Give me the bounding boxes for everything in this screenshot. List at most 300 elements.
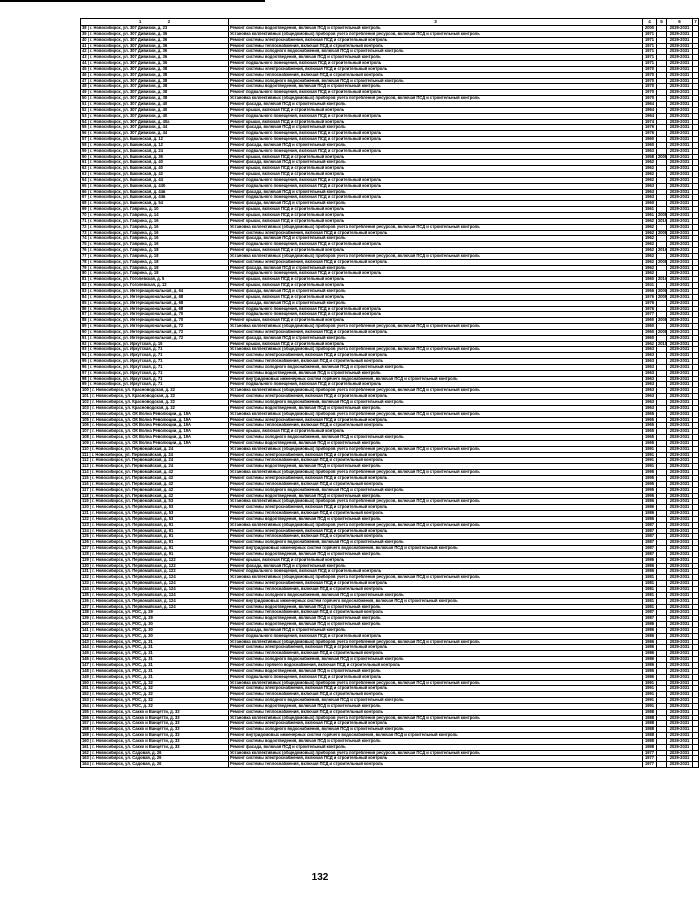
row-plan-period: 2029-2031 (667, 540, 693, 546)
row-address-text: г. Новосибирск, ул. Бакинская, д. 44 (89, 176, 163, 182)
row-plan-period: 2029-2031 (667, 37, 693, 43)
row-plan-period: 2029-2031 (667, 505, 693, 511)
row-address-text: г. Новосибирск, ул. Бакинская, д. 44в (89, 194, 166, 200)
row-number: 161 (82, 743, 89, 749)
row-address-text: г. Новосибирск, ул. Иркутская, д. 71 (89, 381, 163, 387)
row-plan-period: 2029-2031 (667, 651, 693, 657)
row-address: 59 | г. Новосибирск, ул. Бакинская, д. 24 (81, 148, 229, 154)
row-address-text: г. Новосибирск, ул. Иркутская, д. 71 (89, 369, 163, 375)
row-plan-period: 2029-2031 (667, 698, 693, 704)
row-number: 115 (82, 474, 89, 480)
row-work-type: Ремонт подвального помещения, включая ПСД и строительный контроль (229, 113, 643, 119)
row-number: 119 (82, 498, 89, 504)
row-address: 149 | г. Новосибирск, ул. РОС, д. 31 (81, 674, 229, 680)
row-year-built: 1995 (643, 493, 657, 499)
row-address: 99 | г. Новосибирск, ул. Иркутская, д. 71 (81, 382, 229, 388)
row-year-built: 1988 (643, 727, 657, 733)
row-number: 111 (82, 451, 89, 457)
row-plan-period: 2029-2031 (667, 522, 693, 528)
row-work-type: Ремонт системы электроснабжения, включая ПСД и строительный контроль (229, 353, 643, 359)
row-year-built: 2000 (643, 26, 657, 32)
row-address: 100 | г. Новосибирск, ул. Красноводская, д. 22 (81, 388, 229, 394)
row-address-text: г. Новосибирск, ул. Сакко и Ванцетти, д. 33 (92, 720, 180, 726)
row-work-type: Ремонт крыши, включая ПСД и строительный контроль (229, 557, 643, 563)
row-address: 119 | г. Новосибирск, ул. Первомайская, д. 53 (81, 499, 229, 505)
row-number: 116 (82, 480, 89, 486)
row-plan-period: 2029-2031 (667, 405, 693, 411)
row-address-text: г. Новосибирск, ул. ОК Волна Революции, д. 19А (92, 422, 191, 428)
row-year-built: 1977 (643, 750, 657, 756)
repair-schedule-table (80, 18, 699, 768)
row-address: 116 | г. Новосибирск, ул. Первомайская, д. 42 (81, 481, 229, 487)
row-work-type: Ремонт системы электроснабжения, включая ПСД и строительный контроль (229, 475, 643, 481)
row-year-built: 1963 (643, 347, 657, 353)
row-plan-period: 2029-2031 (667, 248, 693, 254)
row-address: 113 | г. Новосибирск, ул. Первомайская, д. 24 (81, 464, 229, 470)
row-number: 164 (82, 761, 89, 767)
row-year-built: 1986 (643, 569, 657, 575)
row-col-7 (693, 762, 699, 768)
row-work-type: Ремонт системы водоотведения, включая ПСД и строительный контроль (229, 604, 643, 610)
row-address-text: г. Новосибирск, ул. Сакко и Ванцетти, д. 33 (92, 708, 180, 714)
row-address: 52 | г. Новосибирск, ул. 307 Дивизии, д. 40 (81, 107, 229, 113)
row-number: 126 (82, 539, 89, 545)
row-address: 97 | г. Новосибирск, ул. Иркутская, д. 71 (81, 370, 229, 376)
row-number: 142 (82, 632, 89, 638)
row-address: 69 | г. Новосибирск, ул. Гаврина, д. 10 (81, 207, 229, 213)
row-plan-period: 2029-2031 (667, 55, 693, 61)
row-year-built: 1976 (643, 125, 657, 131)
row-address: 83 | г. Новосибирск, ул. Интернациональная, д. 64 (81, 288, 229, 294)
row-work-type: Ремонт системы электроснабжения, включая ПСД и строительный контроль (229, 756, 643, 762)
row-work-type: Ремонт фасада, включая ПСД и строительный контроль (229, 265, 643, 271)
row-number: 45 (82, 65, 87, 71)
row-last-repair: 2016 (658, 247, 668, 253)
row-address: 102 | г. Новосибирск, ул. Красноводская, д. 22 (81, 400, 229, 406)
row-work-type: Ремонт подвального помещения, включая ПСД и строительный контроль (229, 306, 643, 312)
row-address-text: г. Новосибирск, ул. Бакинская, д. 40 (89, 159, 163, 165)
row-work-type: Установка коллективных (общедомовых) приборов учета потребления ресурсов, включая ПСД и строительный контроль (229, 324, 643, 330)
row-address: 63 | г. Новосибирск, ул. Бакинская, д. 42 (81, 172, 229, 178)
row-address: 134 | г. Новосибирск, ул. Первомайская, д. 124 (81, 587, 229, 593)
row-work-type: Ремонт крыши, включая ПСД и строительный контроль (229, 248, 643, 254)
row-plan-period: 2029-2031 (667, 154, 693, 160)
row-address-text: г. Новосибирск, ул. Иркутская, д. 15 (89, 340, 163, 346)
row-address-text: г. Новосибирск, ул. ОК Волна Революции, д. 19А (92, 434, 191, 440)
row-address-text: г. Новосибирск, ул. Первомайская, д. 91 (92, 533, 174, 539)
row-number: 50 (82, 95, 87, 101)
row-work-type: Ремонт внутридомовых инженерных систем горячего водоснабжения, включая ПСД и строительный контроль (229, 733, 643, 739)
row-address: 42 | г. Новосибирск, ул. 307 Дивизии, д. 36 (81, 49, 229, 55)
row-address-text: г. Новосибирск, ул. Гаврина, д. 16 (89, 235, 159, 241)
row-address: 139 | г. Новосибирск, ул. РОС, д. 29 (81, 616, 229, 622)
row-last-repair: 2008 (658, 328, 668, 334)
row-address-text: г. Новосибирск, ул. Бакинская, д. 12 (89, 136, 163, 142)
row-address-text: г. Новосибирск, ул. РОС, д. 31 (92, 644, 153, 650)
row-year-built: 1981 (643, 581, 657, 587)
row-number: 137 (82, 603, 89, 609)
row-number: 69 (82, 206, 87, 212)
row-address: 136 | г. Новосибирск, ул. Первомайская, д. 124 (81, 598, 229, 604)
row-plan-period: 2029-2031 (667, 353, 693, 359)
row-address: 82 | г. Новосибирск, ул. Гоголевская, д. 12 (81, 283, 229, 289)
row-address-text: г. Новосибирск, ул. 307 Дивизии, д. 36 (89, 36, 168, 42)
row-year-built: 1966 (643, 288, 657, 294)
row-address-text: г. Новосибирск, ул. 307 Дивизии, д. 38 (89, 95, 168, 101)
row-address-text: г. Новосибирск, ул. Гаврина, д. 18 (89, 252, 159, 258)
row-address-text: г. Новосибирск, ул. Первомайская, д. 91 (92, 521, 174, 527)
row-number: 145 (82, 650, 89, 656)
row-year-built: 1987 (643, 616, 657, 622)
row-number: 44 (82, 60, 87, 66)
row-address: 108 | г. Новосибирск, ул. ОК Волна Революции, д. 19А (81, 435, 229, 441)
row-number: 70 (82, 212, 87, 217)
row-plan-period: 2029-2031 (667, 382, 693, 388)
row-work-type: Ремонт крыши, включая ПСД и строительный контроль (229, 218, 643, 224)
row-plan-period: 2029-2031 (667, 160, 693, 166)
row-last-repair: 2015 (658, 217, 668, 223)
row-address-text: г. Новосибирск, ул. Гоголевская, д. 5 (89, 276, 165, 282)
row-work-type: Ремонт подвального помещения, включая ПСД и строительный контроль (229, 312, 643, 318)
row-address: 95 | г. Новосибирск, ул. Иркутская, д. 71 (81, 359, 229, 365)
row-address-text: г. Новосибирск, ул. 307 Дивизии, д. 36 (89, 54, 168, 60)
row-year-built: 1991 (643, 686, 657, 692)
row-work-type: Ремонт системы теплоснабжения, включая ПСД и строительный контроль (229, 651, 643, 657)
row-year-built: 1986 (643, 627, 657, 633)
row-address: 128 | г. Новосибирск, ул. Первомайская, д. 91 (81, 551, 229, 557)
row-address-text: г. Новосибирск, ул. Первомайская, д. 122 (92, 562, 176, 568)
row-year-built: 1965 (643, 423, 657, 429)
header-col-5: 5 (657, 19, 667, 26)
row-year-built: 1960 (643, 201, 657, 207)
row-year-built: 1987 (643, 546, 657, 552)
row-year-built: 1960 (643, 335, 657, 341)
row-address: 105 | г. Новосибирск, ул. ОК Волна Революции, д. 19А (81, 417, 229, 423)
row-number: 101 (82, 393, 89, 399)
row-number: 58 (82, 141, 87, 147)
row-year-built: 1971 (643, 31, 657, 37)
row-year-built: 1986 (643, 505, 657, 511)
row-work-type: Установка коллективных (общедомовых) приборов учета потребления ресурсов, включая ПСД и строительный контроль (229, 575, 643, 581)
row-year-built: 1987 (643, 534, 657, 540)
row-year-built: 1988 (643, 709, 657, 715)
row-plan-period: 2029-2031 (667, 733, 693, 739)
row-year-built: 1962 (643, 166, 657, 172)
row-address-text: г. Новосибирск, ул. Первомайская, д. 42 (92, 480, 174, 486)
row-number: 79 (82, 264, 87, 270)
row-plan-period: 2029-2031 (667, 131, 693, 137)
row-number: 39 (82, 30, 87, 36)
row-address-text: г. Новосибирск, ул. Интернациональная, д. 68 (89, 299, 184, 305)
row-number: 141 (82, 626, 89, 632)
row-plan-period: 2029-2031 (667, 411, 693, 417)
row-address: 46 | г. Новосибирск, ул. 307 Дивизии, д. 38 (81, 72, 229, 78)
row-plan-period: 2029-2031 (667, 347, 693, 353)
row-work-type: Ремонт подвального помещения, включая ПСД и строительный контроль (229, 61, 643, 67)
row-number: 121 (82, 510, 89, 516)
row-number: 71 (82, 217, 87, 223)
row-work-type: Ремонт системы холодного водоснабжения, включая ПСД и строительный контроль (229, 592, 643, 598)
top-rule (0, 0, 265, 2)
row-number: 56 (82, 130, 87, 136)
row-address-text: г. Новосибирск, ул. 307 Дивизии, д. 40а (89, 118, 170, 124)
row-year-built: 1964 (643, 113, 657, 119)
row-work-type: Ремонт крыши, включая ПСД и строительный контроль (229, 429, 643, 435)
row-plan-period: 2029-2031 (667, 288, 693, 294)
row-plan-period: 2029-2031 (667, 598, 693, 604)
row-plan-period: 2029-2031 (667, 125, 693, 131)
row-year-built: 1971 (643, 37, 657, 43)
row-year-built: 1995 (643, 487, 657, 493)
row-address: 121 | г. Новосибирск, ул. Первомайская, д. 53 (81, 511, 229, 517)
row-address: 87 | г. Новосибирск, ул. Интернациональная, д. 70 (81, 312, 229, 318)
row-number: 78 (82, 258, 87, 264)
row-number: 41 (82, 42, 87, 48)
row-number: 158 (82, 726, 89, 732)
row-address-text: г. Новосибирск, ул. Сакко и Ванцетти, д. 33 (92, 743, 180, 749)
row-address-text: г. Новосибирск, ул. ОК Волна Революции, д. 19А (92, 416, 191, 422)
row-work-type: Ремонт системы теплоснабжения, включая ПСД и строительный контроль (229, 43, 643, 49)
row-address: 60 | г. Новосибирск, ул. Бакинская, д. 36 (81, 154, 229, 160)
row-address-text: г. Новосибирск, ул. Гоголевская, д. 12 (89, 282, 167, 288)
row-plan-period: 2029-2031 (667, 312, 693, 318)
row-address-text: г. Новосибирск, ул. 307 Дивизии, д. 38 (89, 83, 168, 89)
row-plan-period: 2029-2031 (667, 66, 693, 72)
row-year-built: 1962 (643, 177, 657, 183)
row-address-text: г. Новосибирск, ул. Бакинская, д. 24 (89, 147, 163, 153)
row-year-built: 1963 (643, 148, 657, 154)
row-plan-period: 2029-2031 (667, 172, 693, 178)
row-work-type: Установка коллективных (общедомовых) приборов учета потребления ресурсов, включая ПСД и строительный контроль (229, 446, 643, 452)
row-address-text: г. Новосибирск, ул. Первомайская, д. 24 (92, 457, 174, 463)
row-address: 41 | г. Новосибирск, ул. 307 Дивизии, д. 36 (81, 43, 229, 49)
row-work-type: Ремонт подвального помещения, включая ПСД и строительный контроль (229, 242, 643, 248)
row-address-text: г. Новосибирск, ул. Гаврина, д. 16 (89, 229, 159, 235)
row-year-built: 1971 (643, 43, 657, 49)
row-address: 75 | г. Новосибирск, ул. Гаврина, д. 16 (81, 242, 229, 248)
row-plan-period: 2029-2031 (667, 727, 693, 733)
row-year-built: 1986 (643, 662, 657, 668)
row-address: 146 | г. Новосибирск, ул. РОС, д. 31 (81, 657, 229, 663)
row-address-text: г. Новосибирск, ул. 307 Дивизии, д. 40 (89, 106, 168, 112)
row-address: 89 | г. Новосибирск, ул. Интернациональная, д. 72 (81, 324, 229, 330)
row-year-built: 1963 (643, 394, 657, 400)
row-address-text: г. Новосибирск, ул. ОК Волна Революции, д. 19А (92, 428, 191, 434)
row-address: 129 | г. Новосибирск, ул. Первомайская, д. 122 (81, 557, 229, 563)
row-address: 67 | г. Новосибирск, ул. Бакинская, д. 44в (81, 195, 229, 201)
row-work-type: Ремонт системы водоотведения, включая ПСД и строительный контроль (229, 464, 643, 470)
row-year-built: 1961 (643, 207, 657, 213)
row-address-text: г. Новосибирск, ул. Первомайская, д. 42 (92, 486, 174, 492)
row-number: 156 (82, 714, 89, 720)
row-address: 163 | г. Новосибирск, ул. Садовая, д. 26 (81, 756, 229, 762)
row-year-built: 1981 (643, 604, 657, 610)
row-address: 141 | г. Новосибирск, ул. РОС, д. 30 (81, 627, 229, 633)
row-address-text: г. Новосибирск, ул. РОС, д. 30 (92, 626, 153, 632)
row-work-type: Ремонт фасада, включая ПСД и строительный контроль (229, 160, 643, 166)
row-plan-period: 2029-2031 (667, 511, 693, 517)
row-plan-period: 2029-2031 (667, 224, 693, 230)
row-address-text: г. Новосибирск, ул. Первомайская, д. 124 (92, 574, 176, 580)
row-address: 153 | г. Новосибирск, ул. РОС, д. 32 (81, 698, 229, 704)
row-address-text: г. Новосибирск, ул. 307 Дивизии, д. 44 (89, 130, 168, 136)
row-address-text: г. Новосибирск, ул. Гаврина, д. 18 (89, 264, 159, 270)
row-address-text: г. Новосибирск, ул. Бакинская, д. 42 (89, 171, 163, 177)
row-address-text: г. Новосибирск, ул. РОС, д. 32 (92, 702, 153, 708)
row-number: 40 (82, 36, 87, 42)
row-work-type: Ремонт подвального помещения, включая ПСД и строительный контроль (229, 382, 643, 388)
row-number: 77 (82, 252, 87, 258)
row-year-built: 1995 (643, 470, 657, 476)
row-work-type: Ремонт крыши, включая ПСД и строительный контроль (229, 283, 643, 289)
row-work-type: Установка коллективных (общедомовых) приборов учета потребления ресурсов, включая ПСД и строительный контроль (229, 750, 643, 756)
row-number: 49 (82, 89, 87, 95)
row-address: 98 | г. Новосибирск, ул. Иркутская, д. 71 (81, 376, 229, 382)
row-address-text: г. Новосибирск, ул. Первомайская, д. 122 (92, 556, 176, 562)
row-address-text: г. Новосибирск, ул. Интернациональная, д. 70 (89, 311, 184, 317)
row-year-built: 1971 (643, 49, 657, 55)
row-address: 50 | г. Новосибирск, ул. 307 Дивизии, д. 38 (81, 96, 229, 102)
row-address-text: г. Новосибирск, ул. Садовая, д. 26 (92, 749, 162, 755)
row-address: 122 | г. Новосибирск, ул. Первомайская, д. 53 (81, 516, 229, 522)
row-work-type: Ремонт системы теплоснабжения, включая ПСД и строительный контроль (229, 610, 643, 616)
row-address: 38 | г. Новосибирск, ул. 307 Дивизии, д. 23 (81, 26, 229, 32)
row-address: 135 | г. Новосибирск, ул. Первомайская, д. 124 (81, 592, 229, 598)
row-number: 125 (82, 533, 89, 539)
row-address-text: г. Новосибирск, ул. 307 Дивизии, д. 40 (89, 112, 168, 118)
row-plan-period: 2029-2031 (667, 400, 693, 406)
row-address-text: г. Новосибирск, ул. Садовая, д. 26 (92, 761, 162, 767)
row-plan-period: 2029-2031 (667, 762, 693, 768)
row-address-text: г. Новосибирск, ул. 307 Дивизии, д. 38 (89, 65, 168, 71)
row-address: 145 | г. Новосибирск, ул. РОС, д. 31 (81, 651, 229, 657)
row-year-built: 1962 (643, 242, 657, 248)
row-plan-period: 2029-2031 (667, 259, 693, 265)
row-year-built: 1958 (643, 154, 657, 160)
row-address: 126 | г. Новосибирск, ул. Первомайская, д. 91 (81, 540, 229, 546)
row-work-type: Ремонт системы электроснабжения, включая ПСД и строительный контроль (229, 645, 643, 651)
row-work-type: Ремонт системы холодного водоснабжения, включая ПСД и строительный контроль (229, 487, 643, 493)
row-number: 80 (82, 270, 87, 276)
row-work-type: Ремонт крыши, включая ПСД и строительный контроль (229, 213, 643, 219)
row-plan-period: 2029-2031 (667, 230, 693, 236)
row-plan-period: 2029-2031 (667, 43, 693, 49)
row-number: 73 (82, 229, 87, 235)
row-plan-period: 2029-2031 (667, 715, 693, 721)
row-year-built: 1963 (643, 388, 657, 394)
row-address-text: г. Новосибирск, ул. Иркутская, д. 71 (89, 363, 163, 369)
row-plan-period: 2029-2031 (667, 616, 693, 622)
row-year-built: 1963 (643, 405, 657, 411)
row-address: 103 | г. Новосибирск, ул. Красноводская, д. 22 (81, 405, 229, 411)
row-work-type: Ремонт системы холодного водоснабжения, включая ПСД и строительный контроль (229, 78, 643, 84)
row-number: 160 (82, 737, 89, 743)
row-plan-period: 2029-2031 (667, 253, 693, 259)
row-number: 162 (82, 749, 89, 755)
row-plan-period: 2029-2031 (667, 335, 693, 341)
row-work-type: Ремонт системы водоотведения, включая ПСД и строительный контроль (229, 26, 643, 32)
row-address: 93 | г. Новосибирск, ул. Иркутская, д. 71 (81, 347, 229, 353)
row-address: 49 | г. Новосибирск, ул. 307 Дивизии, д. 38 (81, 90, 229, 96)
row-address: 70 | г. Новосибирск, ул. Гаврина, д. 14 (81, 213, 229, 219)
row-number: 84 (82, 293, 87, 299)
row-work-type: Установка коллективных (общедомовых) приборов учета потребления ресурсов, включая ПСД и строительный контроль (229, 522, 643, 528)
row-work-type: Ремонт системы теплоснабжения, включая ПСД и строительный контроль (229, 423, 643, 429)
row-plan-period: 2029-2031 (667, 189, 693, 195)
row-year-built: 1963 (643, 370, 657, 376)
row-plan-period: 2029-2031 (667, 148, 693, 154)
row-number: 152 (82, 691, 89, 697)
row-work-type: Ремонт системы холодного водоснабжения, включая ПСД и строительный контроль (229, 435, 643, 441)
row-plan-period: 2029-2031 (667, 329, 693, 335)
row-number: 94 (82, 352, 87, 358)
row-year-built: 1970 (643, 90, 657, 96)
row-year-built: 1963 (643, 359, 657, 365)
row-plan-period: 2029-2031 (667, 177, 693, 183)
row-number: 54 (82, 118, 87, 124)
row-address-text: г. Новосибирск, ул. Иркутская, д. 71 (89, 352, 163, 358)
row-number: 95 (82, 358, 87, 364)
row-number: 52 (82, 106, 87, 112)
row-year-built: 1962 (643, 230, 657, 236)
row-work-type: Ремонт системы водоотведения, включая ПСД и строительный контроль (229, 405, 643, 411)
row-plan-period: 2029-2031 (667, 639, 693, 645)
row-address-text: г. Новосибирск, ул. Первомайская, д. 24 (92, 445, 174, 451)
row-year-built: 1965 (643, 417, 657, 423)
row-work-type: Ремонт крыши, включая ПСД и строительный контроль (229, 119, 643, 125)
row-plan-period: 2029-2031 (667, 458, 693, 464)
row-year-built: 1991 (643, 446, 657, 452)
row-number: 91 (82, 334, 87, 340)
row-number: 159 (82, 732, 89, 738)
row-number: 138 (82, 609, 89, 615)
row-address-text: г. Новосибирск, ул. РОС, д. 32 (92, 685, 153, 691)
row-work-type: Ремонт фасада, включая ПСД и строительный контроль (229, 189, 643, 195)
row-plan-period: 2029-2031 (667, 563, 693, 569)
row-number: 108 (82, 434, 89, 440)
row-work-type: Ремонт системы холодного водоснабжения, включая ПСД и строительный контроль (229, 698, 643, 704)
row-address-text: г. Новосибирск, ул. Садовая, д. 26 (92, 755, 162, 761)
row-work-type: Ремонт системы холодного водоснабжения, включая ПСД и строительный контроль (229, 400, 643, 406)
row-address-text: г. Новосибирск, ул. Красноводская, д. 22 (92, 393, 175, 399)
row-plan-period: 2029-2031 (667, 475, 693, 481)
row-work-type: Установка коллективных (общедомовых) приборов учета потребления ресурсов, включая ПСД и строительный контроль (229, 411, 643, 417)
row-last-repair: 2008 (658, 212, 668, 217)
row-address-text: г. Новосибирск, ул. РОС, д. 31 (92, 638, 153, 644)
header-col-1-2: 1 2 (81, 19, 229, 26)
row-work-type: Ремонт фасада, включая ПСД и строительный контроль (229, 627, 643, 633)
row-address-text: г. Новосибирск, ул. Сакко и Ванцетти, д. 33 (92, 732, 180, 738)
row-address: 61 | г. Новосибирск, ул. Бакинская, д. 40 (81, 160, 229, 166)
row-number: 68 (82, 200, 87, 206)
row-number: 102 (82, 399, 89, 404)
row-plan-period: 2029-2031 (667, 107, 693, 113)
row-number: 120 (82, 504, 89, 510)
row-plan-period: 2029-2031 (667, 213, 693, 219)
row-address: 138 | г. Новосибирск, ул. РОС, д. 29 (81, 610, 229, 616)
row-address: 91 | г. Новосибирск, ул. Интернациональная, д. 72 (81, 335, 229, 341)
row-address-text: г. Новосибирск, ул. 307 Дивизии, д. 36 (89, 42, 168, 48)
row-work-type: Ремонт крыши, включая ПСД и строительный контроль (229, 166, 643, 172)
row-address-text: г. Новосибирск, ул. 307 Дивизии, д. 36 (89, 30, 168, 36)
row-last-repair: 2008 (658, 317, 668, 323)
row-work-type: Ремонт фасада, включая ПСД и строительный контроль (229, 563, 643, 569)
row-plan-period: 2029-2031 (667, 183, 693, 189)
row-work-type: Ремонт системы электроснабжения, включая ПСД и строительный контроль (229, 230, 643, 236)
row-work-type: Установка коллективных (общедомовых) приборов учета потребления ресурсов, включая ПСД и строительный контроль (229, 639, 643, 645)
row-year-built: 1986 (643, 645, 657, 651)
row-address-text: г. Новосибирск, ул. 307 Дивизии, д. 40 (89, 100, 168, 106)
